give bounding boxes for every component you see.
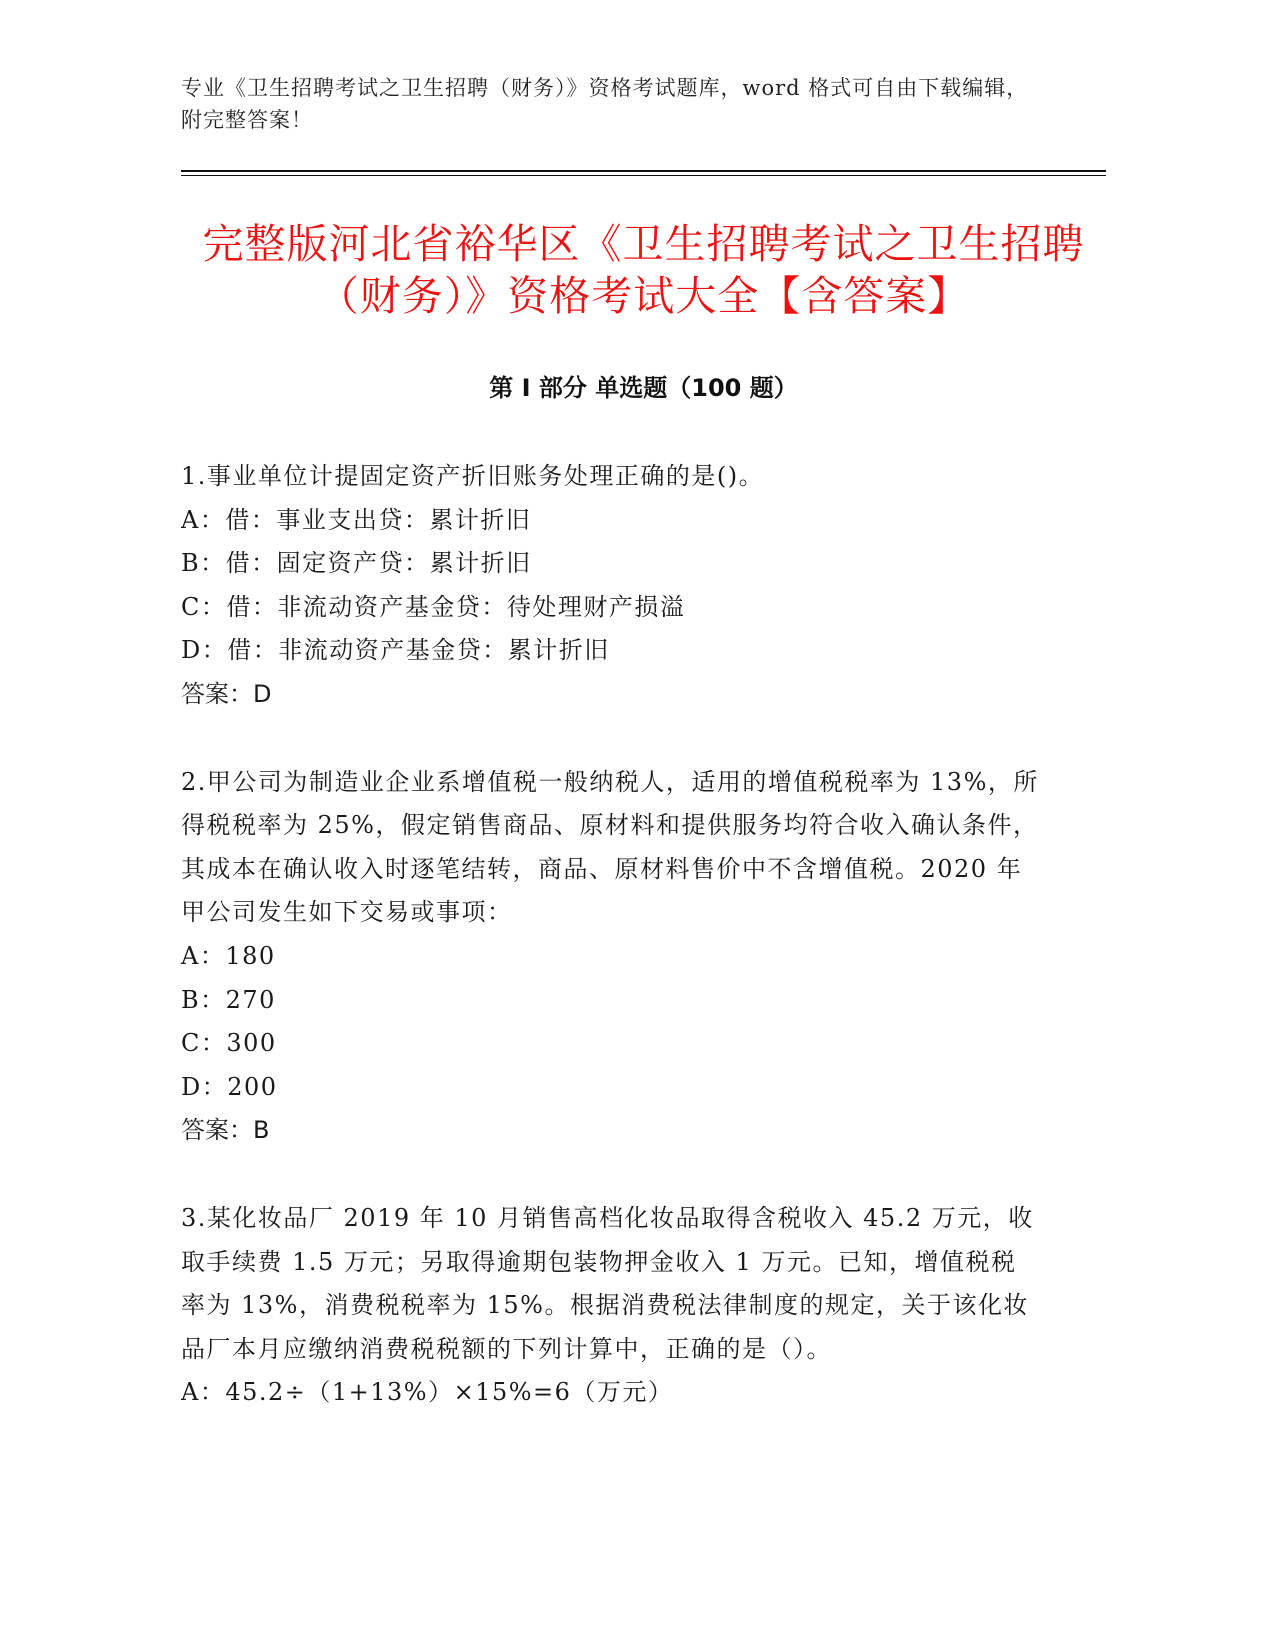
question-list [181,455,1041,1459]
header-rule-thin [181,175,1106,176]
option-a: A：借：事业支出贷：累计折旧 [181,505,532,534]
section-heading: 第 I 部分 单选题（100 题） [489,374,798,402]
question-3 [181,1197,1041,1415]
option-c: C：300 [181,1029,277,1058]
question-stem: 3.某化妆品厂 2019 年 10 月销售高档化妆品取得含税收入 45.2 万元，收取手续费 1.5 万元；另取得逾期包装物押金收入 1 万元。已知，增值税税率为 13%，消费税税率为 15%。根据消费税法律制度的规定，关于该化妆品厂本月应缴纳消费税税额的下列计算中，正确的是（）。 [181,1203,1034,1363]
answer-text: 答案：D [181,679,272,708]
option-a: A：45.2÷（1+13%）×15%=6（万元） [181,1378,674,1407]
option-a: A：180 [181,941,276,970]
option-d: D：借：非流动资产基金贷：累计折旧 [181,636,610,665]
question-2 [181,761,1041,1153]
question-stem: 2.甲公司为制造业企业系增值税一般纳税人，适用的增值税税率为 13%，所得税税率为 25%，假定销售商品、原材料和提供服务均符合收入确认条件，其成本在确认收入时逐笔结转，商品、原材料售价中不含增值税。2020 年甲公司发生如下交易或事项： [181,767,1039,927]
option-d: D：200 [181,1072,278,1101]
question-stem: 1.事业单位计提固定资产折旧账务处理正确的是()。 [181,462,765,490]
option-b: B：270 [181,985,276,1014]
document-title: 完整版河北省裕华区《卫生招聘考试之卫生招聘（财务）》资格考试大全【含答案】 [202,220,1085,320]
question-1 [181,455,1041,717]
answer-text: 答案：B [181,1116,270,1145]
option-b: B：借：固定资产贷：累计折旧 [181,549,532,578]
header-note: 专业《卫生招聘考试之卫生招聘（财务）》资格考试题库，word 格式可自由下载编辑，附完整答案！ [181,76,1029,132]
option-c: C：借：非流动资产基金贷：待处理财产损溢 [181,592,686,621]
header-rule-thick [181,170,1106,172]
